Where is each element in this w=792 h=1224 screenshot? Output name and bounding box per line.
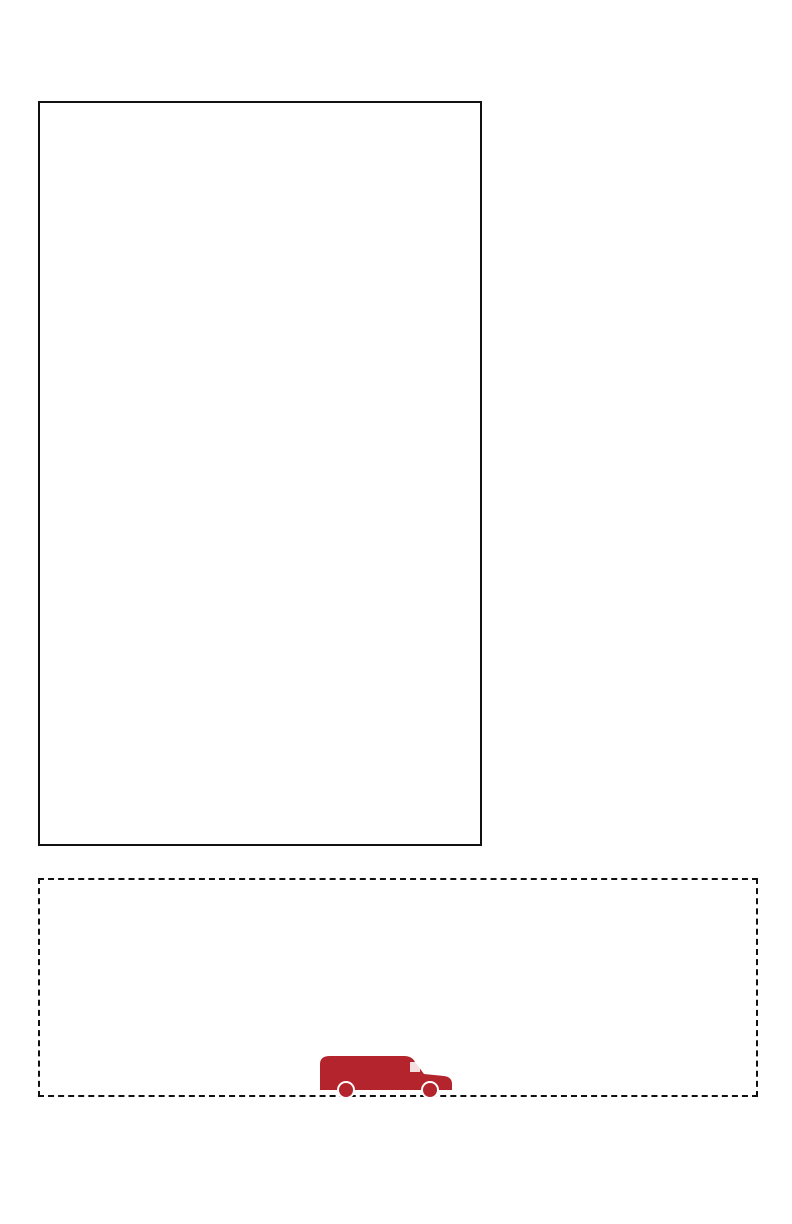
appetizer-price xyxy=(505,612,775,631)
side-item xyxy=(508,819,756,845)
side-item xyxy=(508,793,756,819)
pizza-truck-logo xyxy=(312,1042,462,1100)
veg-toppings-block xyxy=(565,900,583,928)
side-item xyxy=(508,767,756,793)
specialty-pizzas-box xyxy=(38,101,482,846)
topping-price-row xyxy=(565,900,583,920)
appetizer-cheesy-bread xyxy=(505,612,775,631)
